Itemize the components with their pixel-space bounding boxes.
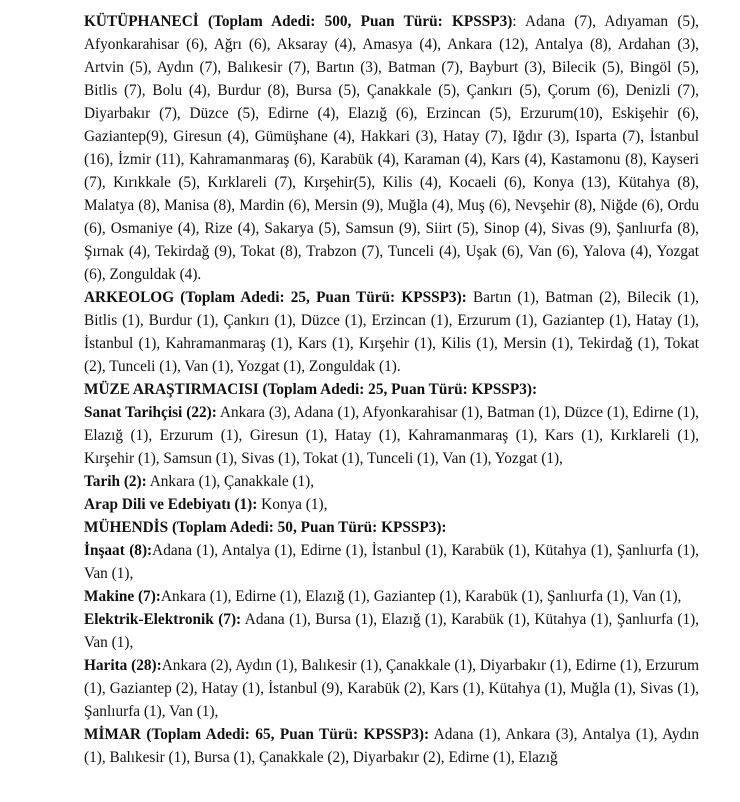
subsection-heading: İnşaat (8): [84, 542, 153, 559]
section-kutuphaneci [84, 10, 699, 286]
section-mimar [84, 723, 699, 769]
subsection-heading: Tarih (2): [84, 473, 147, 490]
section-text: Adana (1), Ankara (3), Antalya (1), Aydın (1), Balıkesir (1), Bursa (1), Çanakkale (2), Diyarbakır (2), Edirne (1), Elazığ [84, 726, 699, 766]
section-text: Bartın (1), Batman (2), Bilecik (1), Bitlis (1), Burdur (1), Çankırı (1), Düzce (1), Erzincan (1), Erzurum (1), Gaziantep (1), Hatay (1), İstanbul (1), Kahramanmaraş (1), Kars (1), Kırşehir (1), Kilis (1), Mersin (1), Tekirdağ (1), Tokat (2), Tunceli (1), Van (1), Yozgat (1), Zonguldak (1). [84, 289, 699, 375]
subsection-sanat-tarihcisi [84, 401, 699, 470]
subsection-text: Konya (1), [257, 496, 328, 513]
subsection-tarih [84, 470, 699, 493]
subsection-heading: Makine (7): [84, 588, 161, 605]
subsection-text: Adana (1), Bursa (1), Elazığ (1), Karabük (1), Kütahya (1), Şanlıurfa (1), Van (1), [84, 611, 700, 651]
subsection-text: Ankara (3), Adana (1), Afyonkarahisar (1), Batman (1), Düzce (1), Edirne (1), Elazığ (1), Erzurum (1), Giresun (1), Hatay (1), Kahramanmaraş (1), Kars (1), Kırklareli (1), Kırşehir (1), Samsun (1), Sivas (1), Tokat (1), Tunceli (1), Van (1), Yozgat (1), [84, 404, 700, 467]
section-heading: MÜHENDİS (Toplam Adedi: 50, Puan Türü: KPSSP3): [84, 519, 447, 536]
subsection-harita [84, 654, 699, 723]
section-heading: ARKEOLOG (Toplam Adedi: 25, Puan Türü: KPSSP3): [84, 289, 467, 306]
document-body [84, 10, 699, 769]
section-heading: MÜZE ARAŞTIRMACISI (Toplam Adedi: 25, Puan Türü: KPSSP3): [84, 381, 538, 398]
section-heading: MİMAR (Toplam Adedi: 65, Puan Türü: KPSSP3): [84, 726, 430, 743]
subsection-text: Ankara (1), Çanakkale (1), [146, 473, 315, 490]
subsection-elektrik-elektronik [84, 608, 699, 654]
subsection-heading: Harita (28): [84, 657, 162, 674]
section-heading: KÜTÜPHANECİ (Toplam Adedi: 500, Puan Türü: KPSSP3) [84, 13, 513, 30]
subsection-makine [84, 585, 699, 608]
section-muhendis [84, 516, 699, 539]
section-muze-arastirmacisi [84, 378, 699, 401]
subsection-insaat [84, 539, 699, 585]
subsection-text: Ankara (2), Aydın (1), Balıkesir (1), Çanakkale (1), Diyarbakır (1), Edirne (1), Erzurum (1), Gaziantep (2), Hatay (1), İstanbul (9), Karabük (2), Kars (1), Kütahya (1), Muğla (1), Sivas (1), Şanlıurfa (1), Van (1), [84, 657, 700, 720]
subsection-arap-dili [84, 493, 699, 516]
subsection-text: Ankara (1), Edirne (1), Elazığ (1), Gaziantep (1), Karabük (1), Şanlıurfa (1), Van (1), [160, 588, 682, 605]
subsection-heading: Sanat Tarihçisi (22): [84, 404, 217, 421]
subsection-heading: Arap Dili ve Edebiyatı (1): [84, 496, 258, 513]
section-arkeolog [84, 286, 699, 378]
subsection-heading: Elektrik-Elektronik (7): [84, 611, 242, 628]
subsection-text: Adana (1), Antalya (1), Edirne (1), İstanbul (1), Karabük (1), Kütahya (1), Şanlıurfa (1), Van (1), [84, 542, 699, 582]
section-text: : Adana (7), Adıyaman (5), Afyonkarahisar (6), Ağrı (6), Aksaray (4), Amasya (4), Ankara (12), Antalya (8), Ardahan (3), Artvin (5), Aydın (7), Balıkesir (7), Bartın (3), Batman (7), Bayburt (3), Bilecik (5), Bingöl (5), Bitlis (7), Bolu (4), Burdur (8), Bursa (5), Çanakkale (5), Çankırı (5), Çorum (6), Denizli (7), Diyarbakır (7), Düzce (5), Edirne (4), Elazığ (6), Erzincan (5), Erzurum(10), Eskişehir (6), Gaziantep(9), Giresun (4), Gümüşhane (4), Hakkari (3), Hatay (7), Iğdır (3), Isparta (7), İstanbul (16), İzmir (11), Kahramanmaraş (6), Karabük (4), Karaman (4), Kars (4), Kastamonu (8), Kayseri (7), Kırıkkale (5), Kırklareli (7), Kırşehir(5), Kilis (4), Kocaeli (6), Konya (13), Kütahya (8), Malatya (8), Manisa (8), Mardin (6), Mersin (9), Muğla (4), Muş (6), Nevşehir (8), Niğde (6), Ordu (6), Osmaniye (4), Rize (4), Sakarya (5), Samsun (9), Siirt (5), Sinop (4), Sivas (9), Şanlıurfa (8), Şırnak (4), Tekirdağ (9), Tokat (8), Trabzon (7), Tunceli (4), Uşak (6), Van (6), Yalova (4), Yozgat (6), Zonguldak (4). [84, 13, 699, 283]
